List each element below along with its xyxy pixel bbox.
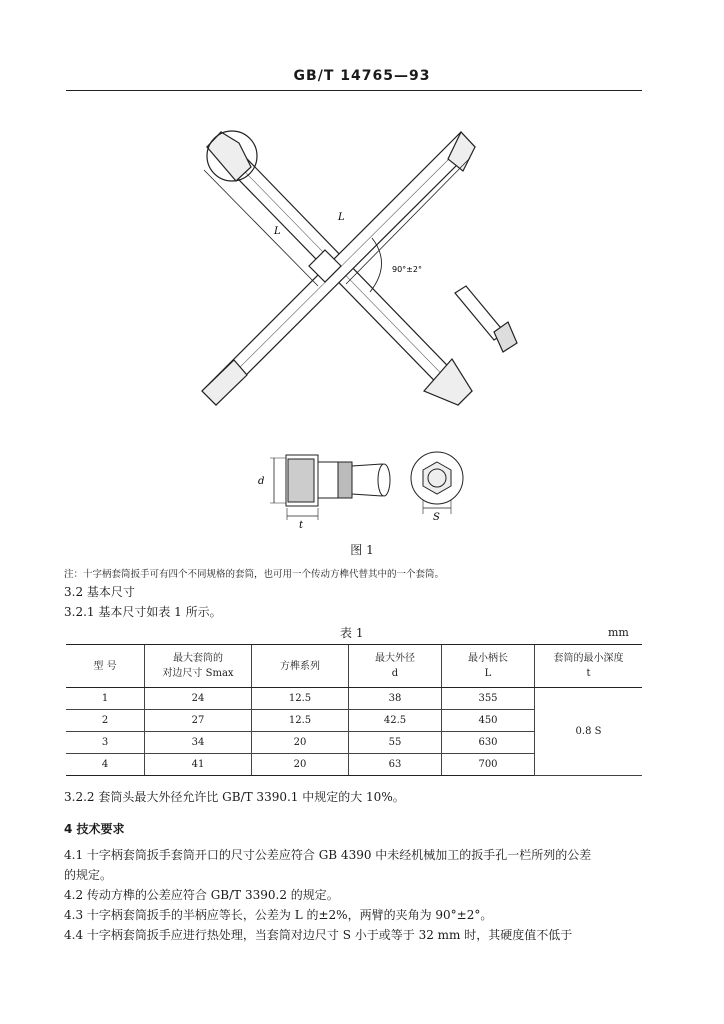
cell: 38 xyxy=(349,688,442,710)
col-header-model: 型 号 xyxy=(66,645,145,688)
cell: 24 xyxy=(145,688,252,710)
table-unit: mm xyxy=(608,626,629,639)
table-title: 表 1 xyxy=(340,626,364,640)
para-4-1-line1: 4.1 十字柄套筒扳手套筒开口的尺寸公差应符合 GB 4390 中未经机械加工的扳手孔一栏所列的公差 xyxy=(64,848,592,862)
cell: 12.5 xyxy=(252,710,349,732)
dim-s: S xyxy=(433,512,440,523)
cell: 20 xyxy=(252,732,349,754)
cell: 12.5 xyxy=(252,688,349,710)
cell: 34 xyxy=(145,732,252,754)
drive-bar xyxy=(455,286,517,352)
section-3-2-2: 3.2.2 套筒头最大外径允许比 GB/T 3390.1 中规定的大 10%。 xyxy=(64,790,405,804)
angle-label: 90°±2° xyxy=(392,265,422,274)
figure-note: 注：十字柄套筒扳手可有四个不同规格的套筒，也可用一个传动方榫代替其中的一个套筒。 xyxy=(64,569,445,580)
section-3-2: 3.2 基本尺寸 xyxy=(64,585,135,599)
cell: 3 xyxy=(66,732,145,754)
cell: 63 xyxy=(349,754,442,776)
cell: 1 xyxy=(66,688,145,710)
para-4-3: 4.3 十字柄套筒扳手的半柄应等长，公差为 L 的±2%，两臂的夹角为 90°±2°。 xyxy=(64,908,493,922)
cell: 27 xyxy=(145,710,252,732)
cell: 20 xyxy=(252,754,349,776)
cell-merged-t: 0.8 S xyxy=(535,688,643,776)
table-header-row xyxy=(66,645,642,688)
cell: 41 xyxy=(145,754,252,776)
para-4-1-line2: 的规定。 xyxy=(64,868,113,882)
cell: 42.5 xyxy=(349,710,442,732)
para-4-4: 4.4 十字柄套筒扳手应进行热处理，当套筒对边尺寸 S 小于或等于 32 mm 时，其硬度值不低于 xyxy=(64,928,573,942)
dimension-table xyxy=(66,644,642,776)
col-header-square-drive: 方榫系列 xyxy=(252,645,349,688)
col-header-smax: 最大套筒的 对边尺寸 Smax xyxy=(145,645,252,688)
para-4-2: 4.2 传动方榫的公差应符合 GB/T 3390.2 的规定。 xyxy=(64,888,339,902)
cell: 2 xyxy=(66,710,145,732)
col-header-l: 最小柄长 L xyxy=(442,645,535,688)
cell: 55 xyxy=(349,732,442,754)
col-header-d: 最大外径 d xyxy=(349,645,442,688)
socket-end-view xyxy=(411,452,463,514)
cell: 355 xyxy=(442,688,535,710)
socket-section-view xyxy=(270,455,390,520)
dim-d: d xyxy=(258,476,265,487)
dim-l-left: L xyxy=(274,226,281,237)
table-row xyxy=(66,688,642,710)
cell: 630 xyxy=(442,732,535,754)
dim-l-right: L xyxy=(338,212,345,223)
dim-t: t xyxy=(299,520,304,531)
section-4-heading: 4 技术要求 xyxy=(64,822,125,836)
cell: 4 xyxy=(66,754,145,776)
cell: 700 xyxy=(442,754,535,776)
section-3-2-1: 3.2.1 基本尺寸如表 1 所示。 xyxy=(64,605,222,619)
document-code: GB/T 14765—93 xyxy=(293,68,431,84)
cell: 450 xyxy=(442,710,535,732)
figure-caption: 图 1 xyxy=(350,543,374,557)
col-header-t: 套筒的最小深度 t xyxy=(535,645,643,688)
